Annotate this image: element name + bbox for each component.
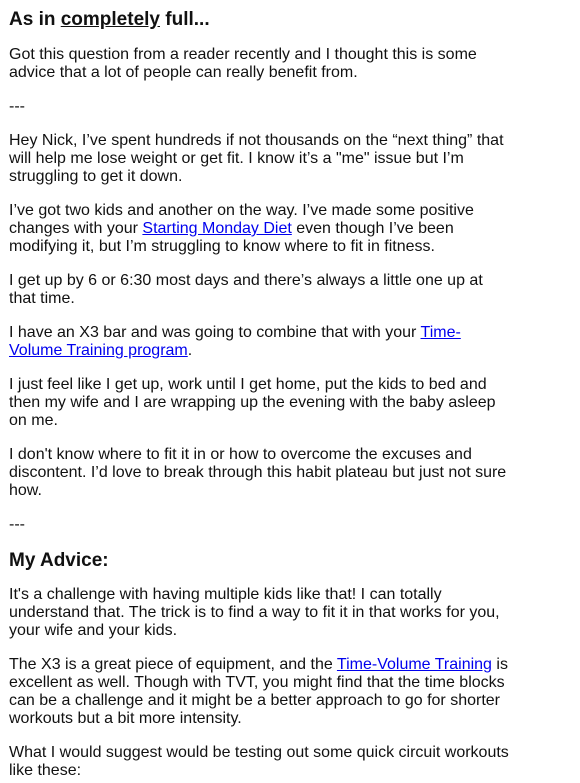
question-paragraph-3: I get up by 6 or 6:30 most days and there’s always a little one up at that time. <box>9 272 483 307</box>
title-emphasis: completely <box>60 9 160 30</box>
question-paragraph-4 <box>9 324 509 360</box>
question-paragraph-6: I don't know where to fit it in or how to overcome the excuses and discontent. I’d love to break through this habit plateau but just not sure how. <box>9 446 507 499</box>
title-suffix: full... <box>160 9 210 30</box>
advice-p2-text-before: The X3 is a great piece of equipment, and the <box>9 656 337 673</box>
email-body <box>0 9 518 780</box>
intro-paragraph: Got this question from a reader recently and I thought this is some advice that a lot of people can really benefit from. <box>9 46 477 81</box>
advice-paragraph-3: What I would suggest would be testing out some quick circuit workouts like these: <box>9 744 509 779</box>
question-paragraph-5: I just feel like I get up, work until I get home, put the kids to bed and then my wife and I are wrapping up the evening with the baby asleep on me. <box>9 376 496 429</box>
starting-monday-diet-link[interactable]: Starting Monday Diet <box>142 220 292 237</box>
title-prefix: As in <box>9 9 61 30</box>
time-volume-training-program-link[interactable]: Time-Volume Training program <box>9 324 461 359</box>
question-p2-text-before: I’ve got two kids and another on the way. I’ve made some positive changes with your <box>9 202 474 237</box>
separator-top: --- <box>9 98 25 115</box>
question-paragraph-2 <box>9 202 509 256</box>
advice-paragraph-2 <box>9 656 509 728</box>
advice-paragraph-1: It's a challenge with having multiple kids like that! I can totally understand that. The trick is to find a way to fit it in that works for you, your wife and your kids. <box>9 586 500 639</box>
question-paragraph-1: Hey Nick, I’ve spent hundreds if not thousands on the “next thing” that will help me lose weight or get fit. I know it’s a "me" issue but I’m struggling to get it down. <box>9 132 504 185</box>
page-title <box>9 9 509 31</box>
question-p2-text-after: even though I’ve been modifying it, but I’m struggling to know where to fit in fitness. <box>9 220 454 255</box>
question-p4-text-before: I have an X3 bar and was going to combine that with your <box>9 324 421 341</box>
advice-heading: My Advice: <box>9 550 109 571</box>
question-p4-text-after: . <box>187 342 193 359</box>
time-volume-training-link[interactable]: Time-Volume Training <box>336 656 492 673</box>
advice-p2-text-after: is excellent as well. Though with TVT, you might find that the time blocks can be a challenge and it might be a better approach to go for shorter workouts but a bit more intensity. <box>9 656 508 727</box>
separator-bottom: --- <box>9 516 25 533</box>
